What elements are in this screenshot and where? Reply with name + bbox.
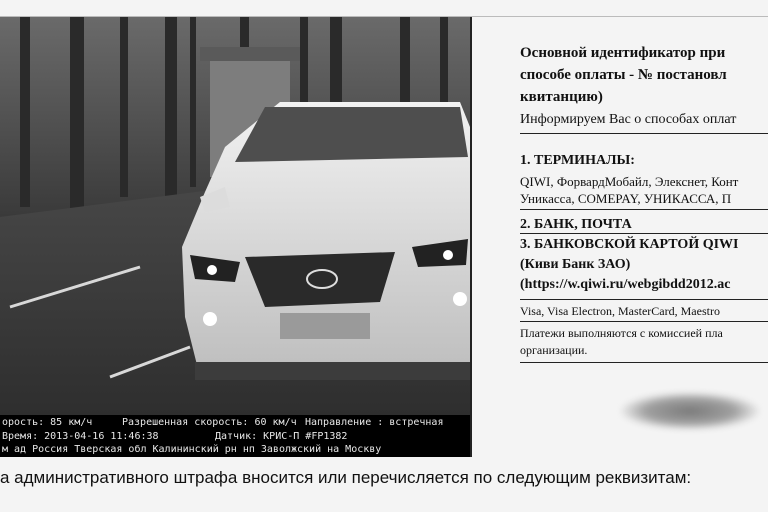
card-title: 3. БАНКОВСКОЙ КАРТОЙ QIWI (520, 237, 739, 252)
terminals-line-2: Уникасса, COMEPAY, УНИКАССА, П (520, 191, 732, 206)
windshield (235, 107, 468, 162)
caption-direction: Направление : встречная (305, 417, 444, 428)
license-plate-blurred (280, 313, 370, 339)
divider (520, 321, 768, 322)
card-bank: (Киви Банк ЗАО) (520, 257, 631, 272)
inform-text: Информируем Вас о способах оплат (520, 112, 737, 127)
divider (520, 362, 768, 363)
card-url[interactable]: (https://w.qiwi.ru/webgibdd2012.ac (520, 277, 731, 292)
terminals-title: 1. ТЕРМИНАЛЫ: (520, 153, 635, 168)
fog-light-right (453, 292, 467, 306)
commission-line-1: Платежи выполняются с комиссией пла (520, 326, 723, 340)
caption-sensor: Датчик: КРИС-П #FP1382 (215, 431, 348, 442)
camera-caption (0, 415, 470, 457)
caption-speed-limit: Разрешенная скорость: 60 км/ч (122, 417, 297, 428)
heading-line-3: квитанцию) (520, 89, 603, 105)
divider (520, 233, 768, 234)
grille (245, 252, 395, 307)
footer-text: а административного штрафа вносится или перечисляется по следующим реквизитам: (0, 468, 692, 487)
bank-title: 2. БАНК, ПОЧТА (520, 217, 632, 232)
heading-line-2: способе оплаты - № постановл (520, 67, 727, 83)
card-types: Visa, Visa Electron, MasterCard, Maestro (520, 304, 720, 318)
heading-line-1: Основной идентификатор при (520, 45, 726, 61)
divider (520, 299, 768, 300)
caption-location: м ад Россия Тверская обл Калининский рн нп Заволжский на Москву (2, 444, 382, 455)
camera-photo (0, 17, 472, 457)
payment-info-panel (474, 17, 768, 457)
terminals-line-1: QIWI, ФорвардМобайл, Элекснет, Конт (520, 174, 739, 189)
commission-line-2: организации. (520, 343, 588, 357)
caption-datetime: Время: 2013-04-16 11:46:38 (2, 431, 159, 442)
divider (520, 133, 768, 134)
fog-light-left (203, 312, 217, 326)
redacted-stamp (620, 392, 760, 430)
camera-photo-scene (0, 17, 470, 457)
divider (520, 209, 768, 210)
caption-speed: орость: 85 км/ч (2, 417, 93, 428)
